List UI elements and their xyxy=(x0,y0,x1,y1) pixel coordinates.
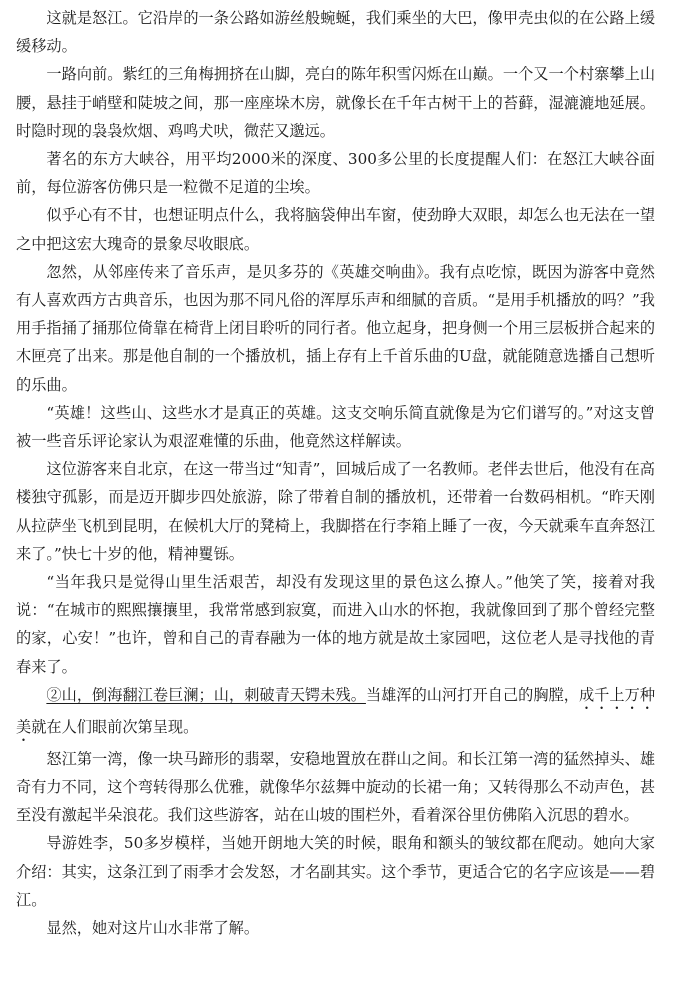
paragraph-7: 这位游客来自北京，在这一带当过“知青”，回城后成了一名教师。老伴去世后，他没有在高楼独守孤影，而是迈开脚步四处旅游，除了带着自制的播放机，还带着一台数码相机。“昨天刚从拉萨坐飞机到昆明，在候机大厅的凳椅上，我脚搭在行李箱上睡了一夜，今天就乘车直奔怒江来了。”快七十岁的他，精神矍铄。 xyxy=(16,460,655,563)
paragraph-1: 这就是怒江。它沿岸的一条公路如游丝般蜿蜒，我们乘坐的大巴，像甲壳虫似的在公路上缓缓移动。 xyxy=(16,9,655,56)
paragraph-3: 著名的东方大峡谷，用平均2000米的深度、300多公里的长度提醒人们：在怒江大峡谷面前，每位游客仿佛只是一粒微不足道的尘埃。 xyxy=(16,150,655,197)
paragraph-12: 显然，她对这片山水非常了解。 xyxy=(46,919,260,938)
marked-middle-text: 当雄浑的山河打开自己的胸膛， xyxy=(365,685,579,704)
paragraph-10: 怒江第一湾，像一块马蹄形的翡翠，安稳地置放在群山之间。和长江第一湾的猛然掉头、雄奇有力不同，这个弯转得那么优雅，就像华尔兹舞中旋动的长裙一角；又转得那么不动声色，甚至没有激起半朵浪花。我们这些游客，站在山坡的围栏外，看着深谷里仿佛陷入沉思的碧水。 xyxy=(16,749,655,825)
marked-tail-text: 就在人们眼前次第呈现。 xyxy=(31,717,199,736)
paragraph-2: 一路向前。紫红的三角梅拥挤在山脚，亮白的陈年积雪闪烁在山巅。一个又一个村寨攀上山腰，悬挂于峭壁和陡坡之间，那一座座垛木房，就像长在千年古树干上的苔藓，湿漉漉地延展。时隐时现的袅袅炊烟、鸡鸣犬吠，微茫又邈远。 xyxy=(16,65,655,140)
paragraph-5: 忽然，从邻座传来了音乐声，是贝多芬的《英雄交响曲》。我有点吃惊，既因为游客中竟然有人喜欢西方古典音乐，也因为那不同凡俗的浑厚乐声和细腻的音质。“是用手机播放的吗？”我用手指捅了捅那位倚靠在椅背上闭目聆听的同行者。他立起身，把身侧一个用三层板拼合起来的木匣亮了出来。那是他自制的一个播放机，插上存有上千首乐曲的U盘，就能随意选播自己想听的乐曲。 xyxy=(16,262,655,394)
paragraph-6: “英雄！这些山、这些水才是真正的英雄。这支交响乐简直就像是为它们谱写的。”对这支曾被一些音乐评论家认为艰涩难懂的乐曲，他竟然这样解读。 xyxy=(16,403,655,451)
paragraph-4: 似乎心有不甘，也想证明点什么，我将脑袋伸出车窗，使劲睁大双眼，却怎么也无法在一望之中把这宏大瑰奇的景象尽收眼底。 xyxy=(16,206,655,253)
underlined-sentence: ②山，倒海翻江卷巨澜；山，刺破青天锷未残。 xyxy=(46,685,366,704)
paragraph-8: “当年我只是觉得山里生活艰苦，却没有发现这里的景色这么撩人。”他笑了笑，接着对我说：“在城市的熙熙攘攘里，我常常感到寂寞，而进入山水的怀抱，我就像回到了那个曾经完整的家，心安！”也许，曾和自己的青春融为一体的地方就是故土家园吧，这位老人是寻找他的青春来了。 xyxy=(16,573,655,676)
marked-paragraph xyxy=(16,681,655,745)
paragraph-11: 导游姓李，50多岁模样，当她开朗地大笑的时候，眼角和额头的皱纹都在爬动。她向大家介绍：其实，这条江到了雨季才会发怒，才名副其实。这个季节，更适合它的名字应该是——碧江。 xyxy=(16,834,655,909)
dotted-phrase: 成千上万种美 xyxy=(16,685,656,736)
